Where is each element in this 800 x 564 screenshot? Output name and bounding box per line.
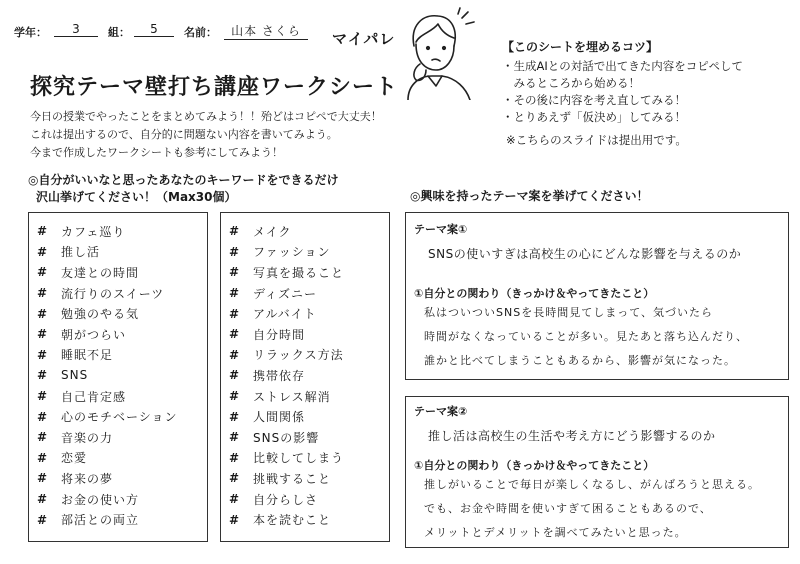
keyword-text: 将来の夢: [61, 471, 114, 486]
tips-item: ・生成AIとの対話で出てきた内容をコピペして: [502, 59, 744, 73]
hash-mark: #: [229, 389, 240, 404]
tips-note: ※こちらのスライドは提出用です。: [506, 133, 687, 147]
keyword-item[interactable]: [37, 448, 207, 469]
keyword-item[interactable]: [229, 365, 389, 386]
relation-line: 誰かと比べてしまうこともあるから、影響が気になった。: [424, 354, 736, 367]
hash-mark: #: [37, 492, 48, 507]
keywords-heading: [28, 172, 388, 206]
name-label: 名前：: [184, 26, 217, 39]
intro-line: 今まで作成したワークシートも参考にしてみよう！: [30, 146, 283, 159]
grade-field[interactable]: 3: [54, 22, 98, 37]
hash-mark: #: [229, 244, 240, 259]
hash-mark: #: [37, 306, 48, 321]
keyword-text: SNS: [61, 368, 89, 383]
header-row: [14, 22, 314, 42]
keyword-item[interactable]: [37, 283, 207, 304]
intro-line: これは提出するので、自分的に問題ない内容を書いてみよう。: [30, 128, 338, 141]
theme-box-1: [405, 212, 789, 380]
tips-item: ・その後に内容を考え直してみる！: [502, 93, 686, 107]
keyword-text: 睡眠不足: [61, 348, 114, 363]
page-title: 探究テーマ壁打ち講座ワークシート: [30, 75, 399, 100]
keyword-text: 自分らしさ: [253, 492, 319, 507]
keyword-text: お金の使い方: [61, 492, 140, 507]
hash-mark: #: [229, 471, 240, 486]
keyword-text: 朝がつらい: [61, 327, 127, 342]
keyword-text: 心のモチベーション: [61, 410, 178, 425]
keyword-item[interactable]: [229, 242, 389, 263]
hash-mark: #: [37, 512, 48, 527]
hash-mark: #: [37, 347, 48, 362]
keyword-text: アルバイト: [253, 307, 317, 322]
theme-label: テーマ案①: [414, 223, 468, 236]
name-field[interactable]: 山本 さくら: [224, 22, 308, 40]
class-field[interactable]: 5: [134, 22, 174, 37]
hash-mark: #: [37, 450, 48, 465]
keyword-item[interactable]: [229, 345, 389, 366]
keyword-item[interactable]: [229, 262, 389, 283]
hash-mark: #: [229, 224, 240, 239]
keyword-item[interactable]: [37, 509, 207, 530]
intro-text: [30, 108, 430, 162]
hash-mark: #: [229, 409, 240, 424]
hash-mark: #: [229, 347, 240, 362]
relation-line: 私はついついSNSを長時間見てしまって、気づいたら: [424, 306, 713, 319]
tips-heading: 【このシートを埋めるコツ】: [502, 40, 659, 54]
theme-label: テーマ案②: [414, 405, 468, 418]
keyword-text: 流行りのスイーツ: [61, 286, 165, 301]
keywords-heading-line: 沢山挙げてください！（Max30個）: [36, 190, 237, 204]
keyword-item[interactable]: [229, 427, 389, 448]
hash-mark: #: [229, 512, 240, 527]
keyword-text: 推し活: [61, 245, 101, 260]
keyword-item[interactable]: [37, 386, 207, 407]
keyword-item[interactable]: [229, 221, 389, 242]
logo: マイパレ: [332, 30, 396, 48]
keywords-heading-line: ◎自分がいいなと思ったあなたのキーワードをできるだけ: [28, 173, 339, 187]
keyword-item[interactable]: [37, 324, 207, 345]
keyword-text: 本を読むこと: [253, 513, 332, 528]
hash-mark: #: [37, 265, 48, 280]
keyword-list: [37, 221, 207, 530]
keyword-text: ディズニー: [253, 286, 318, 301]
keyword-item[interactable]: [37, 468, 207, 489]
keyword-item[interactable]: [37, 221, 207, 242]
relation-body[interactable]: [424, 473, 760, 545]
keyword-text: 恋愛: [61, 451, 88, 466]
theme-text[interactable]: SNSの使いすぎは高校生の心にどんな影響を与えるのか: [428, 247, 742, 261]
hash-mark: #: [37, 389, 48, 404]
hash-mark: #: [229, 450, 240, 465]
keyword-text: ファッション: [253, 245, 331, 260]
keyword-text: 比較してしまう: [253, 451, 345, 466]
keyword-item[interactable]: [229, 283, 389, 304]
theme-text[interactable]: 推し活は高校生の生活や考え方にどう影響するのか: [428, 429, 716, 443]
keyword-item[interactable]: [229, 386, 389, 407]
keyword-item[interactable]: [37, 489, 207, 510]
hash-mark: #: [37, 244, 48, 259]
hash-mark: #: [229, 368, 240, 383]
keyword-item[interactable]: [229, 324, 389, 345]
keyword-text: メイク: [253, 224, 292, 239]
keyword-item[interactable]: [37, 262, 207, 283]
keyword-text: 自分時間: [253, 327, 306, 342]
keyword-text: 自己肯定感: [61, 389, 127, 404]
hash-mark: #: [229, 327, 240, 342]
keyword-item[interactable]: [229, 468, 389, 489]
keyword-text: 勉強のやる気: [61, 307, 140, 322]
tips-panel: [502, 38, 792, 149]
relation-heading: ①自分との関わり（きっかけ＆やってきたこと）: [414, 287, 655, 300]
hash-mark: #: [37, 409, 48, 424]
keyword-item[interactable]: [37, 345, 207, 366]
keyword-text: カフェ巡り: [61, 224, 126, 239]
keyword-item[interactable]: [37, 303, 207, 324]
keyword-column-2: [220, 212, 390, 542]
relation-heading: ①自分との関わり（きっかけ＆やってきたこと）: [414, 459, 655, 472]
keyword-item[interactable]: [229, 303, 389, 324]
hash-mark: #: [37, 286, 48, 301]
keyword-item[interactable]: [37, 406, 207, 427]
keyword-column-1: [28, 212, 208, 542]
keyword-text: 写真を撮ること: [253, 265, 345, 280]
keyword-list: [229, 221, 389, 530]
keyword-item[interactable]: [37, 365, 207, 386]
relation-line: でも、お金や時間を使いすぎて困ることもあるので、: [424, 502, 712, 515]
theme-box-2: [405, 396, 789, 548]
class-label: 組：: [108, 26, 130, 39]
tips-item: みるところから始める！: [502, 76, 640, 90]
grade-label: 学年：: [14, 26, 47, 39]
keyword-text: 友達との時間: [61, 265, 140, 280]
themes-heading: ◎興味を持ったテーマ案を挙げてください！: [410, 189, 649, 203]
keyword-item[interactable]: [37, 242, 207, 263]
hash-mark: #: [229, 265, 240, 280]
keyword-item[interactable]: [229, 489, 389, 510]
keyword-text: SNSの影響: [253, 430, 320, 445]
keyword-item[interactable]: [229, 509, 389, 530]
keyword-text: 挑戦すること: [253, 471, 332, 486]
keyword-text: 部活との両立: [61, 513, 140, 528]
hash-mark: #: [37, 327, 48, 342]
keyword-item[interactable]: [37, 427, 207, 448]
keyword-item[interactable]: [229, 406, 389, 427]
person-illustration: [392, 6, 482, 100]
hash-mark: #: [229, 492, 240, 507]
relation-line: 推しがいることで毎日が楽しくなるし、がんばろうと思える。: [424, 478, 760, 491]
relation-line: メリットとデメリットを調べてみたいと思った。: [424, 526, 687, 539]
hash-mark: #: [37, 368, 48, 383]
hash-mark: #: [229, 286, 240, 301]
relation-body[interactable]: [424, 301, 748, 373]
hash-mark: #: [37, 471, 48, 486]
tips-item: ・とりあえず「仮決め」してみる！: [502, 110, 686, 124]
hash-mark: #: [229, 306, 240, 321]
hash-mark: #: [37, 224, 48, 239]
keyword-text: ストレス解消: [253, 389, 331, 404]
keyword-text: 人間関係: [253, 410, 306, 425]
keyword-item[interactable]: [229, 448, 389, 469]
keyword-text: 音楽の力: [61, 430, 114, 445]
hash-mark: #: [229, 430, 240, 445]
intro-line: 今日の授業でやったことをまとめてみよう！！殆どはコピペで大丈夫！: [30, 110, 382, 123]
keyword-text: リラックス方法: [253, 348, 344, 363]
relation-line: 時間がなくなっていることが多い。見たあと落ち込んだり、: [424, 330, 748, 343]
keyword-text: 携帯依存: [253, 368, 306, 383]
hash-mark: #: [37, 430, 48, 445]
